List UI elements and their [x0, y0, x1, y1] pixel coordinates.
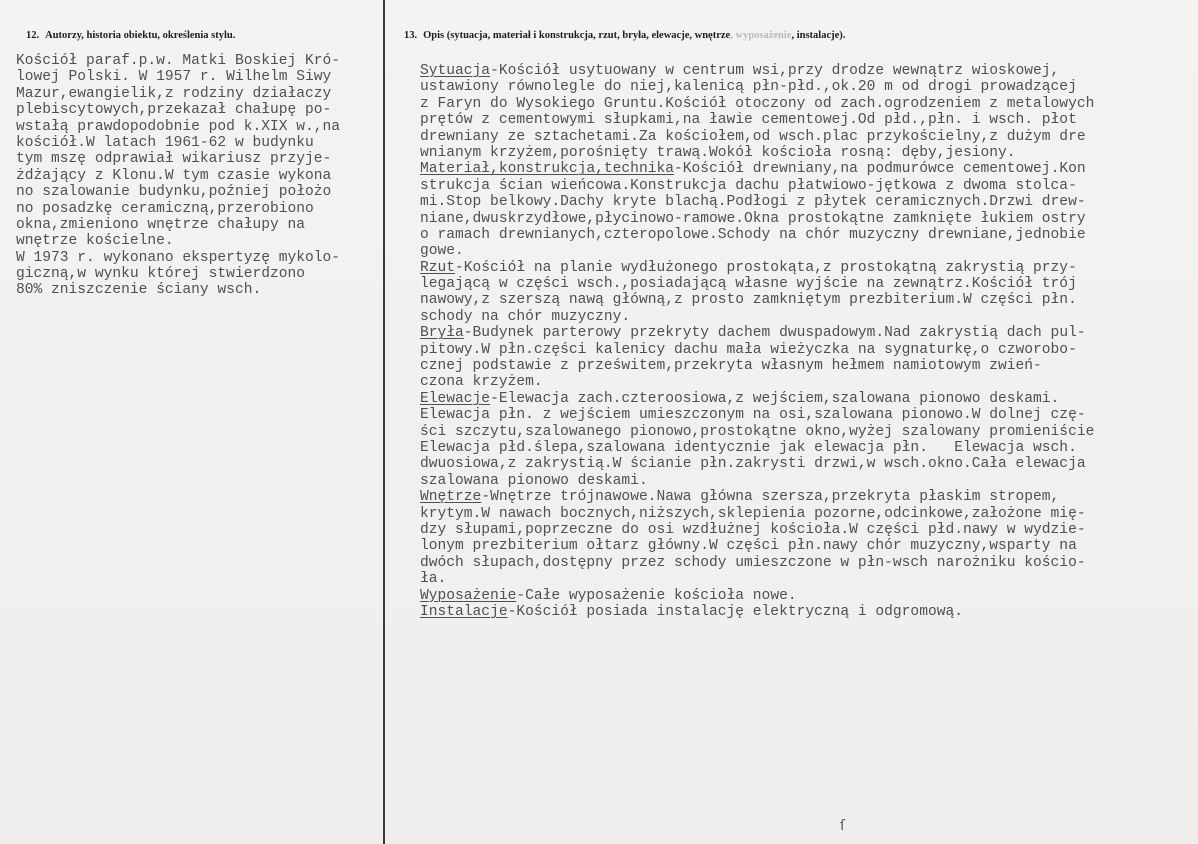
section-text-line: z Faryn do Wysokiego Gruntu.Kościół otoczony od zach.ogrodzeniem z metalowych	[420, 95, 1095, 112]
section-label: Wyposażenie	[420, 587, 517, 604]
section-label: Rzut	[420, 259, 456, 276]
history-text-line: żdżający z Klonu.W tym czasie wykona	[16, 167, 332, 184]
section-label: Sytuacja	[420, 63, 491, 79]
section-text-line: lonym prezbiterium ołtarz główny.W części płn.nawy chór muzyczny,wsparty na	[420, 538, 1077, 555]
left-header-number: 12.	[26, 30, 40, 41]
section-text-line: dwóch słupach,dostępny przez schody umieszczone w płn-wsch narożniku kościo-	[420, 554, 1086, 571]
section-text-line: wnianym krzyżem,porośnięty trawą.Wokół kościoła rosną: dęby,jesiony.	[420, 144, 1016, 161]
section-text-line: drewniany ze sztachetami.Za kościołem,od wsch.plac przykościelny,z dużym dre	[420, 128, 1086, 145]
history-text-line: kościół.W latach 1961-62 w budynku	[16, 134, 314, 151]
history-text-line: Kościół paraf.p.w. Matki Boskiej Kró-	[16, 53, 341, 69]
section-text-line: niane,dwuskrzydłowe,płycinowo-ramowe.Okna prostokątne zamknięte łukiem ostry	[420, 210, 1086, 227]
left-column-header	[26, 30, 235, 41]
history-text-line: lowej Polski. W 1957 r. Wilhelm Siwy	[16, 69, 332, 86]
section-label: Materiał,konstrukcja,technika	[420, 161, 674, 178]
history-text-line: wstałą prawdopodobnie pod k.XIX w.,na	[16, 118, 341, 135]
section-text: -Całe wyposażenie kościoła nowe.	[516, 587, 797, 604]
section-first-line	[420, 63, 1195, 79]
section-text: -Budynek parterowy przekryty dachem dwuspadowym.Nad zakrystią dach pul-	[463, 325, 1086, 342]
section-text-line: prętów z cementowymi słupkami,na ławie cementowej.Od płd.,płn. i wsch. płot	[420, 112, 1077, 129]
section-text-line: ści szczytu,szalowanego pionowo,prostokątne okno,wyżej szalowany promieniście	[420, 423, 1095, 440]
history-text-line: giczną,w wynku której stwierdzono	[16, 266, 306, 283]
description-text-column	[420, 63, 1195, 620]
section-text: -Elewacja zach.czteroosiowa,z wejściem,szalowana pionowo deskami.	[490, 390, 1060, 407]
right-header-number: 13.	[404, 30, 418, 41]
section-text-line: ustawiony równolegle do niej,kalenicą płn-płd.,ok.20 m od drogi prowadzącej	[420, 79, 1077, 96]
history-text-line: 80% zniszczenie ściany wsch.	[16, 282, 262, 299]
section-text-line: Elewacja płd.ślepa,szalowana identycznie jak elewacja płn. Elewacja wsch.	[420, 439, 1077, 456]
left-header-title: Autorzy, historia obiektu, określenia stylu.	[45, 30, 236, 41]
section-label: Wnętrze	[420, 489, 482, 506]
section-text-line: nawowy,z szerszą nawą główną,z prosto zamkniętym prezbiterium.W części płn.	[420, 292, 1077, 309]
section-text-line: o ramach drewnianych,czteropolowe.Schody na chór muzyczny drewniane,jednobie	[420, 226, 1086, 243]
history-text-line: W 1973 r. wykonano ekspertyzę mykolo-	[16, 249, 341, 266]
history-text-line: no posadzkę ceramiczną,przerobiono	[16, 200, 314, 217]
section-first-line	[420, 489, 1195, 505]
section-first-line	[420, 325, 1195, 341]
section-text: -Wnętrze trójnawowe.Nawa główna szersza,przekryta płaskim stropem,	[481, 489, 1060, 506]
section-text: -Kościół drewniany,na podmurówce cementowej.Kon	[673, 161, 1086, 178]
section-text-line: strukcja ścian wieńcowa.Konstrukcja dachu płatwiowo-jętkowa z dwoma stolca-	[420, 177, 1077, 194]
section-text: -Kościół posiada instalację elektryczną i odgromową.	[507, 603, 963, 620]
history-text-line: okna,zmieniono wnętrze chałupy na	[16, 216, 306, 233]
right-header-title-end: , instalacje).	[791, 30, 846, 41]
right-column-header	[404, 30, 845, 41]
section-label: Instalacje	[420, 603, 508, 620]
section-text-line: pitowy.W płn.części kalenicy dachu mała wieżyczka na sygnaturkę,o czworobo-	[420, 341, 1077, 358]
section-first-line	[420, 161, 1195, 177]
section-first-line	[420, 260, 1195, 276]
section-text-line: schody na chór muzyczny.	[420, 308, 631, 325]
history-text-line: Mazur,ewangielik,z rodziny działaczy	[16, 85, 332, 102]
section-text: -Kościół na planie wydłużonego prostokąta,z prostokątną zakrystią przy-	[455, 259, 1077, 276]
section-first-line	[420, 391, 1195, 407]
section-label: Bryła	[420, 325, 464, 342]
section-text-line: krytym.W nawach bocznych,niższych,sklepienia pozorne,odcinkowe,założone mię-	[420, 505, 1086, 522]
section-text-line: mi.Stop belkowy.Dachy kryte blachą.Podłogi z płytek ceramicznych.Drzwi drew-	[420, 194, 1086, 211]
section-text-line: legającą w części wsch.,posiadającą własne wyjście na zewnątrz.Kościół trój	[420, 276, 1077, 293]
history-text-line: wnętrze kościelne.	[16, 233, 174, 250]
right-header-title: Opis (sytuacja, materiał i konstrukcja, rzut, bryła, elewacje, wnętrze	[423, 30, 731, 41]
section-text-line: szalowana pionowo deskami.	[420, 472, 648, 489]
section-first-line	[420, 588, 1195, 604]
section-text-line: cznej podstawie z prześwitem,przekryta własnym hełmem namiotowym zwień-	[420, 358, 1042, 375]
section-text-line: ła.	[420, 571, 447, 588]
section-first-line	[420, 604, 1195, 620]
pen-mark: ſ	[840, 818, 845, 834]
section-label: Elewacje	[420, 390, 491, 407]
column-divider	[383, 0, 385, 844]
section-text-line: dwuosiowa,z zakrystią.W ścianie płn.zakrysti drzwi,w wsch.okno.Cała elewacja	[420, 456, 1086, 473]
history-text-line: plebiscytowych,przekazał chałupę po-	[16, 102, 332, 119]
section-text-line: gowe.	[420, 243, 464, 260]
section-text-line: dzy słupami,poprzeczne do osi wzdłużnej kościoła.W części płd.nawy w wydzie-	[420, 521, 1086, 538]
section-text: -Kościół usytuowany w centrum wsi,przy drodze wewnątrz wioskowej,	[490, 63, 1060, 79]
history-text-column	[16, 53, 340, 299]
right-header-title-faded: , wyposażenie	[730, 30, 792, 41]
section-text-line: czona krzyżem.	[420, 374, 543, 391]
section-text-line: Elewacja płn. z wejściem umieszczonym na osi,szalowana pionowo.W dolnej czę-	[420, 407, 1086, 424]
history-text-line: no szalowanie budynku,poźniej położo	[16, 184, 332, 201]
history-text-line: tym mszę odprawiał wikariusz przyje-	[16, 151, 332, 168]
